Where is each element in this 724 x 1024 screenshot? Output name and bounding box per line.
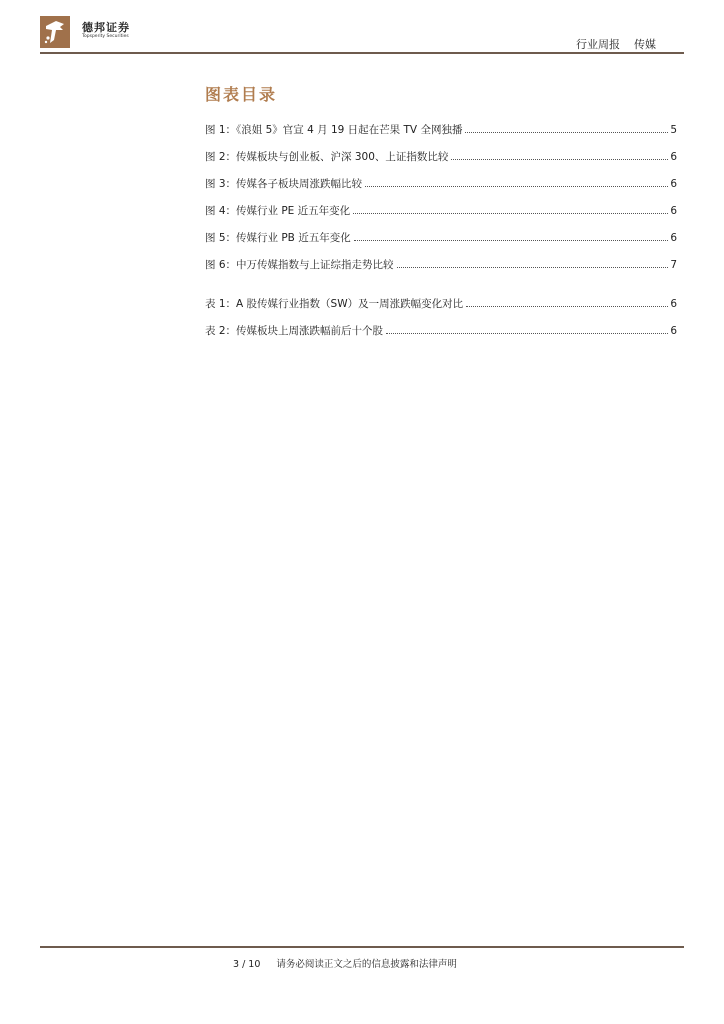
dot-leader (451, 159, 668, 160)
toc-entry-label: 图 5：传媒行业 PB 近五年变化 (205, 232, 351, 244)
logo-english-text: Topsperity Securities (82, 34, 129, 39)
toc-entry-label: 图 4：传媒行业 PE 近五年变化 (205, 205, 351, 217)
toc-entry-page: 6 (670, 325, 677, 337)
toc-entry-label: 表 1：A 股传媒行业指数（SW）及一周涨跌幅变化对比 (205, 298, 464, 310)
toc-entry-figure-6[interactable] (205, 257, 677, 284)
toc-entry-figure-1[interactable] (205, 122, 677, 149)
header-divider (40, 52, 684, 54)
toc-entry-figure-2[interactable] (205, 149, 677, 176)
toc-entry-page: 6 (670, 151, 677, 163)
toc-entry-label: 图 6：中万传媒指数与上证综指走势比较 (205, 259, 394, 271)
toc-entry-label: 图 1：《浪姐 5》官宣 4 月 19 日起在芒果 TV 全网独播 (205, 124, 463, 136)
disclaimer-text: 请务必阅读正文之后的信息披露和法律声明 (276, 959, 457, 970)
toc-entry-page: 6 (670, 232, 677, 244)
toc-entry-table-1[interactable] (205, 296, 677, 323)
dot-leader (354, 240, 669, 241)
logo-icon (40, 16, 70, 48)
dot-leader (365, 186, 668, 187)
toc-entry-label: 图 3：传媒各子板块周涨跌幅比较 (205, 178, 363, 190)
table-of-figures (205, 122, 677, 350)
logo-chinese-text: 德邦证券 (82, 21, 130, 34)
toc-title: 图表目录 (205, 85, 278, 104)
dot-leader (397, 267, 669, 268)
toc-entry-label: 图 2：传媒板块与创业板、沪深 300、上证指数比较 (205, 151, 449, 163)
dot-leader (353, 213, 668, 214)
dot-leader (466, 306, 668, 307)
toc-entry-figure-4[interactable] (205, 203, 677, 230)
dot-leader (465, 132, 668, 133)
footer (233, 956, 457, 970)
toc-entry-figure-3[interactable] (205, 176, 677, 203)
toc-entry-figure-5[interactable] (205, 230, 677, 257)
toc-entry-page: 6 (670, 178, 677, 190)
toc-section-gap (205, 284, 677, 296)
toc-entry-label: 表 2：传媒板块上周涨跌幅前后十个股 (205, 325, 384, 337)
footer-divider (40, 946, 684, 948)
toc-entry-page: 6 (670, 205, 677, 217)
toc-entry-page: 5 (670, 124, 677, 136)
toc-entry-table-2[interactable] (205, 323, 677, 350)
report-type: 行业周报 (576, 38, 620, 51)
company-logo (40, 16, 140, 52)
toc-entry-page: 6 (670, 298, 677, 310)
sector-name: 传媒 (634, 38, 656, 51)
toc-entry-page: 7 (670, 259, 677, 271)
dot-leader (386, 333, 668, 334)
header-meta (576, 36, 656, 52)
page-number: 3 / 10 (233, 959, 261, 970)
